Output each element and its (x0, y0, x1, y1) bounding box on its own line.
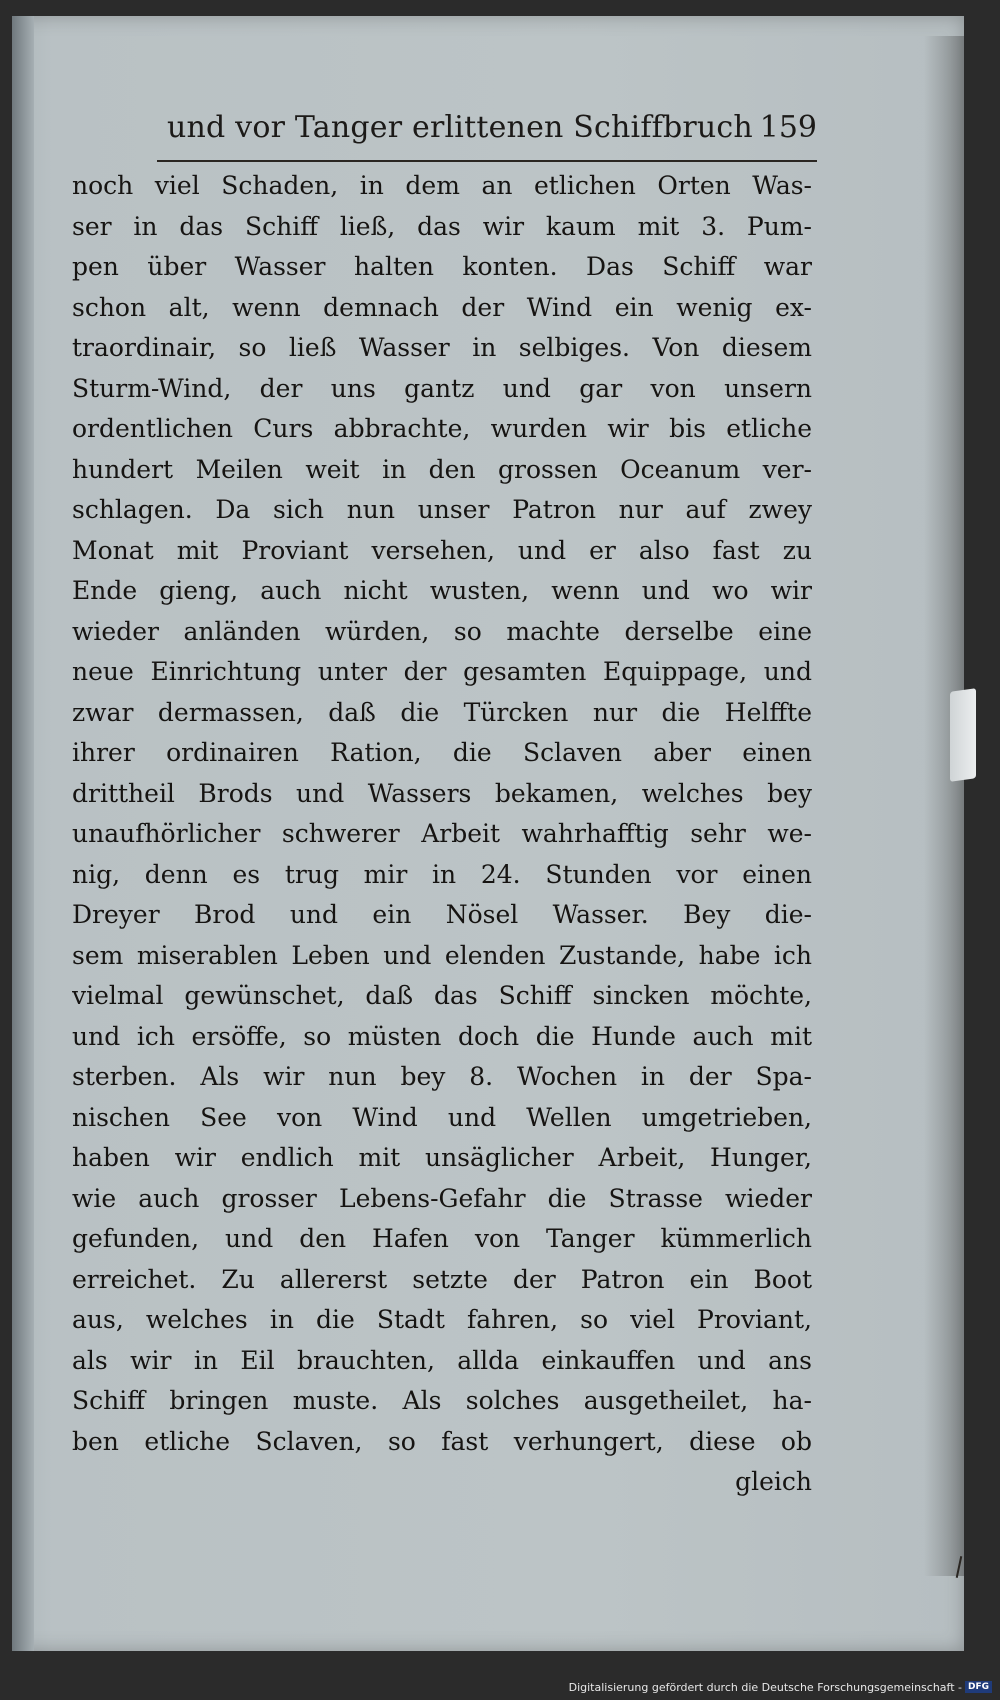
text-line: gefunden, und den Hafen von Tanger kümmerlich (72, 1224, 812, 1253)
header-rule (157, 160, 817, 162)
text-line: neue Einrichtung unter der gesamten Equippage, und (72, 657, 812, 686)
text-line: haben wir endlich mit unsäglicher Arbeit, Hunger, (72, 1143, 812, 1172)
footer-credit: Digitalisierung gefördert durch die Deutsche Forschungsgemeinschaft - (568, 1681, 962, 1694)
page-clip (950, 688, 976, 782)
dfg-logo: DFG (965, 1681, 992, 1693)
text-line: Schiff bringen muste. Als solches ausgetheilet, ha- (72, 1386, 812, 1415)
text-line: wieder anländen würden, so machte derselbe eine (72, 616, 812, 646)
book-page (12, 16, 964, 1651)
footer-bar (0, 1678, 1000, 1700)
text-line: ordentlichen Curs abbrachte, wurden wir bis etliche (72, 414, 812, 443)
text-line: schlagen. Da sich nun unser Patron nur auf zwey (72, 495, 812, 524)
running-head: und vor Tanger erlittenen Schiffbruch (167, 110, 753, 145)
text-line: Monat mit Proviant versehen, und er also fast zu (72, 535, 812, 565)
text-line: sem miserablen Leben und elenden Zustande, habe ich (72, 940, 812, 970)
text-line: pen über Wasser halten konten. Das Schiff war (72, 252, 812, 281)
text-line: erreichet. Zu allererst setzte der Patron ein Boot (72, 1264, 812, 1294)
text-line: nig, denn es trug mir in 24. Stunden vor einen (72, 859, 812, 889)
text-line: traordinair, so ließ Wasser in selbiges. Von diesem (72, 333, 812, 362)
text-line: sterben. Als wir nun bey 8. Wochen in der Spa- (72, 1062, 812, 1091)
body-text (72, 166, 812, 1503)
text-line: ser in das Schiff ließ, das wir kaum mit 3. Pum- (72, 211, 812, 241)
text-line: wie auch grosser Lebens-Gefahr die Strasse wieder (72, 1183, 812, 1213)
text-line: zwar dermassen, daß die Türcken nur die Helffte (72, 697, 812, 727)
text-line: ihrer ordinairen Ration, die Sclaven aber einen (72, 738, 812, 767)
text-line: Sturm-Wind, der uns gantz und gar von unsern (72, 373, 812, 403)
text-line: Ende gieng, auch nicht wusten, wenn und wo wir (72, 576, 812, 605)
text-line: als wir in Eil brauchten, allda einkauffen und ans (72, 1345, 812, 1375)
text-line: ben etliche Sclaven, so fast verhungert, diese ob (72, 1426, 812, 1456)
text-line: aus, welches in die Stadt fahren, so viel Proviant, (72, 1305, 812, 1334)
text-line: Dreyer Brod und ein Nösel Wasser. Bey die- (72, 900, 812, 929)
text-line: nischen See von Wind und Wellen umgetrieben, (72, 1102, 812, 1132)
page-header (157, 104, 817, 164)
page-number: 159 (759, 110, 817, 145)
text-line: hundert Meilen weit in den grossen Oceanum ver- (72, 454, 812, 484)
text-line: vielmal gewünschet, daß das Schiff sincken möchte, (72, 981, 812, 1010)
page-edge-shadow (924, 36, 964, 1576)
text-line: unaufhörlicher schwerer Arbeit wahrhafftig sehr we- (72, 819, 812, 848)
text-line: noch viel Schaden, in dem an etlichen Orten Was- (72, 171, 812, 200)
text-line: und ich ersöffe, so müsten doch die Hunde auch mit (72, 1021, 812, 1051)
book-spine-shadow (12, 16, 34, 1651)
catchword: gleich (735, 1467, 812, 1496)
text-line: schon alt, wenn demnach der Wind ein wenig ex- (72, 292, 812, 322)
text-line: drittheil Brods und Wassers bekamen, welches bey (72, 778, 812, 808)
